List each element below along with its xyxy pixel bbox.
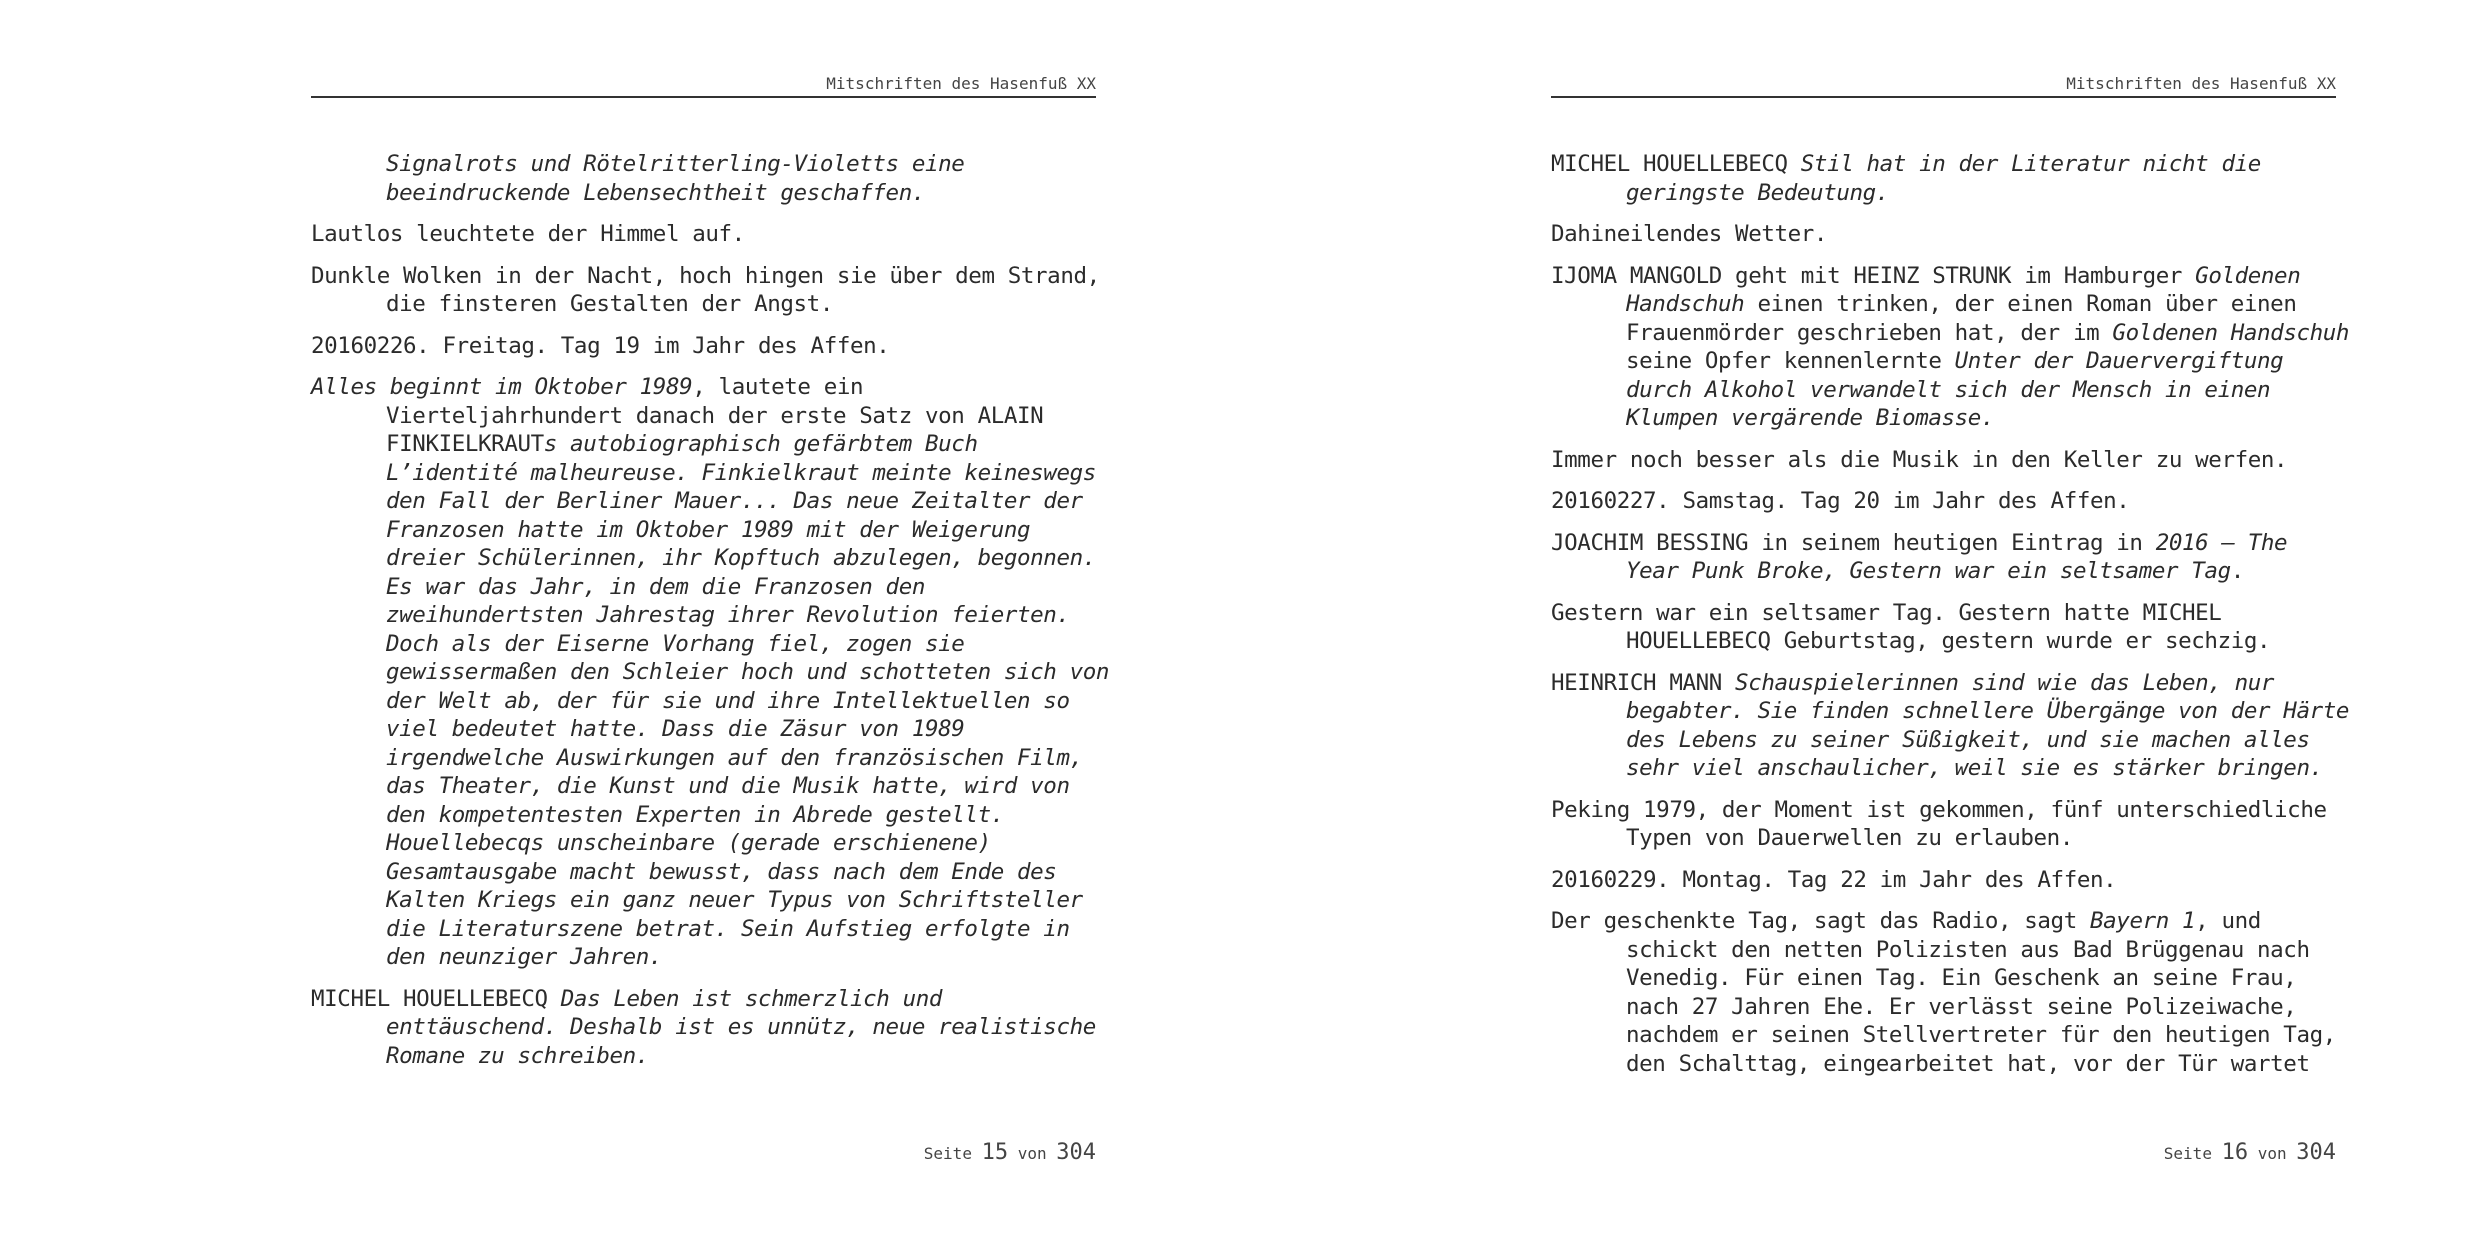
- text: einen trinken, der einen Roman über einen Frauenmörder geschrieben hat, der im: [1626, 291, 2297, 346]
- italic-text: Schauspielerinnen sind wie das Leben, nur begabter. Sie finden schnellere Übergänge von der Härte des Lebens zu seiner Süßigkeit, und sie machen alles sehr viel anschaulicher, weil sie es stärker bringen.: [1626, 669, 2350, 781]
- paragraph: [311, 332, 1111, 361]
- paragraph: [1551, 262, 2351, 433]
- paragraph: [1551, 150, 2351, 207]
- text: MICHEL HOUELLEBECQ: [311, 985, 561, 1012]
- text: Dahineilendes Wetter.: [1551, 221, 1828, 247]
- text: seine Opfer kennenlernte: [1626, 348, 1955, 374]
- paragraph: [1551, 907, 2351, 1078]
- italic-text: Unter der Dauervergiftung durch Alkohol verwandelt sich der Mensch in einen Klumpen vergärende Biomasse.: [1626, 348, 2284, 431]
- page-footer: [1551, 1140, 2336, 1165]
- text: .: [2230, 558, 2244, 584]
- text: Dunkle Wolken in der Nacht, hoch hingen sie über dem Strand, die finsteren Gestalten der Angst.: [311, 262, 1100, 317]
- paragraph: [311, 220, 1111, 249]
- text: MICHEL HOUELLEBECQ: [1551, 151, 1801, 177]
- italic-text: Stil hat in der Literatur nicht die geringste Bedeutung.: [1626, 151, 2261, 206]
- paragraph: [311, 373, 1111, 972]
- text: HEINRICH MANN: [1551, 669, 1736, 696]
- paragraph: [1551, 446, 2351, 475]
- paragraph: [1551, 599, 2351, 656]
- paragraph: [1551, 220, 2351, 249]
- paragraph: [1551, 669, 2351, 783]
- text: Immer noch besser als die Musik in den Keller zu werfen.: [1551, 446, 2288, 473]
- text: , und schickt den netten Polizisten aus Bad Brüggenau nach Venedig. Für einen Tag. Ein Geschenk an seine Frau, nach 27 Jahren Ehe. Er verlässt seine Polizeiwache, nachdem er seinen Stellvertreter für den heutigen Tag, den Schalttag, eingearbeitet hat, vor der Tür wartet: [1626, 908, 2336, 1077]
- text: Peking 1979, der Moment ist gekommen, fünf unterschiedliche Typen von Dauerwellen zu erlauben.: [1551, 796, 2327, 851]
- text: 20160229. Montag. Tag 22 im Jahr des Affen.: [1551, 866, 2117, 893]
- running-header: Mitschriften des Hasenfuß XX: [311, 74, 1096, 98]
- right-page: [1240, 0, 2480, 1240]
- text: JOACHIM BESSING in seinem heutigen Eintrag in: [1551, 529, 2156, 556]
- paragraph: [1551, 866, 2351, 895]
- footer-mid: von: [1008, 1144, 1057, 1163]
- paragraph: [1551, 487, 2351, 516]
- page-body: [1551, 150, 2351, 1091]
- paragraph: [311, 985, 1111, 1071]
- text: IJOMA MANGOLD geht mit HEINZ STRUNK im Hamburger: [1551, 262, 2196, 289]
- italic-text: 2016 – The Year Punk Broke, Gestern war ein seltsamer Tag: [1626, 529, 2288, 584]
- paragraph: [311, 262, 1111, 319]
- italic-text: Goldenen Handschuh: [2112, 319, 2350, 346]
- page-number: 15: [981, 1140, 1009, 1165]
- italic-text: Signalrots und Rötelritterling-Violetts eine beeindruckende Lebensechtheit geschaffen.: [386, 151, 965, 206]
- italic-text: Bayern 1: [2090, 908, 2196, 934]
- footer-prefix: Seite: [2163, 1144, 2222, 1163]
- page-number: 16: [2221, 1140, 2249, 1165]
- page-body: [311, 150, 1111, 1083]
- paragraph: [311, 150, 1111, 207]
- text: 20160226. Freitag. Tag 19 im Jahr des Affen.: [311, 332, 890, 359]
- paragraph: [1551, 529, 2351, 586]
- text: Der geschenkte Tag, sagt das Radio, sagt: [1551, 908, 2090, 934]
- text: Lautlos leuchtete der Himmel auf.: [311, 221, 745, 247]
- text: Gestern war ein seltsamer Tag. Gestern hatte MICHEL HOUELLEBECQ Geburtstag, gestern wurde er sechzig.: [1551, 599, 2271, 654]
- page-footer: [311, 1140, 1096, 1165]
- italic-text: Alles beginnt im Oktober 1989: [311, 374, 693, 400]
- italic-text: s autobiographisch gefärbtem Buch L’identité malheureuse. Finkielkraut meinte keineswegs den Fall der Berliner Mauer... Das neue Zeitalter der Franzosen hatte im Oktober 1989 mit der Weigerung dreier Schülerinnen, ihr Kopftuch abzulegen, begonnen. Es war das Jahr, in dem die Franzosen den zweihundertsten Jahrestag ihrer Revolution feierten. Doch als der Eiserne Vorhang fiel, zogen sie gewissermaßen den Schleier hoch und schotteten sich von der Welt ab, der für sie und ihre Intellektuellen so viel bedeutet hatte. Dass die Zäsur von 1989 irgendwelche Auswirkungen auf den französischen Film, das Theater, die Kunst und die Musik hatte, wird von den kompetentesten Experten in Abrede gestellt. Houellebecqs unscheinbare (gerade erschienene) Gesamtausgabe macht bewusst, dass nach dem Ende des Kalten Kriegs ein ganz neuer Typus von Schriftsteller die Literaturszene betrat. Sein Aufstieg erfolgte in den neunziger Jahren.: [386, 431, 1110, 970]
- italic-text: Goldenen Handschuh: [1626, 262, 2301, 317]
- footer-mid: von: [2248, 1144, 2297, 1163]
- page-total: 304: [2296, 1140, 2336, 1165]
- footer-prefix: Seite: [923, 1144, 982, 1163]
- running-header: Mitschriften des Hasenfuß XX: [1551, 74, 2336, 98]
- paragraph: [1551, 796, 2351, 853]
- text: 20160227. Samstag. Tag 20 im Jahr des Affen.: [1551, 488, 2130, 514]
- italic-text: Das Leben ist schmerzlich und enttäuschend. Deshalb ist es unnütz, neue realistische Romane zu schreiben.: [386, 985, 1096, 1069]
- text: , lautete ein Vierteljahrhundert danach der erste Satz von ALAIN FINKIELKRAUT: [386, 374, 1044, 457]
- page-total: 304: [1056, 1140, 1096, 1165]
